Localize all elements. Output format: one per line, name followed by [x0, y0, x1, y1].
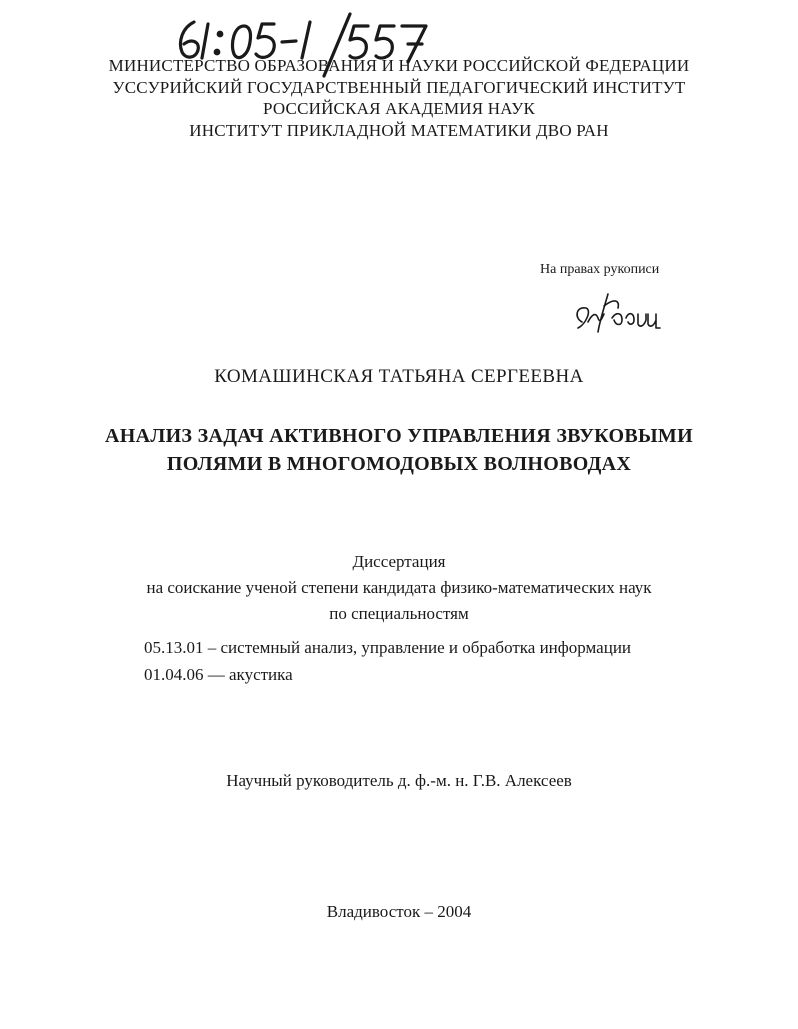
supervisor: Научный руководитель д. ф.-м. н. Г.В. Алексеев	[226, 771, 572, 790]
author-name: КОМАШИНСКАЯ ТАТЬЯНА СЕРГЕЕВНА	[214, 366, 584, 387]
degree-line: на соискание ученой степени кандидата физико-математических наук	[146, 578, 652, 597]
specialty-item: 05.13.01 – системный анализ, управление и обработка информации	[144, 638, 632, 657]
specialties-label: по специальностям	[329, 604, 469, 623]
institution-ministry: МИНИСТЕРСТВО ОБРАЗОВАНИЯ И НАУКИ РОССИЙСКОЙ ФЕДЕРАЦИИ	[108, 56, 690, 75]
dissertation-title-line-2: ПОЛЯМИ В МНОГОМОДОВЫХ ВОЛНОВОДАХ	[166, 453, 632, 475]
institution-iam: ИНСТИТУТ ПРИКЛАДНОЙ МАТЕМАТИКИ ДВО РАН	[189, 121, 609, 140]
specialty-item: 01.04.06 — акустика	[144, 665, 293, 684]
work-type: Диссертация	[352, 552, 446, 571]
author-signature	[568, 288, 678, 338]
institution-ussuriysk: УССУРИЙСКИЙ ГОСУДАРСТВЕННЫЙ ПЕДАГОГИЧЕСКИЙ ИНСТИТУТ	[112, 78, 686, 97]
dissertation-title-line-1: АНАЛИЗ ЗАДАЧ АКТИВНОГО УПРАВЛЕНИЯ ЗВУКОВЫМИ	[105, 425, 693, 447]
place-year: Владивосток – 2004	[326, 902, 472, 921]
manuscript-rights-note: На правах рукописи	[540, 262, 660, 277]
institution-academy: РОССИЙСКАЯ АКАДЕМИЯ НАУК	[262, 99, 535, 118]
